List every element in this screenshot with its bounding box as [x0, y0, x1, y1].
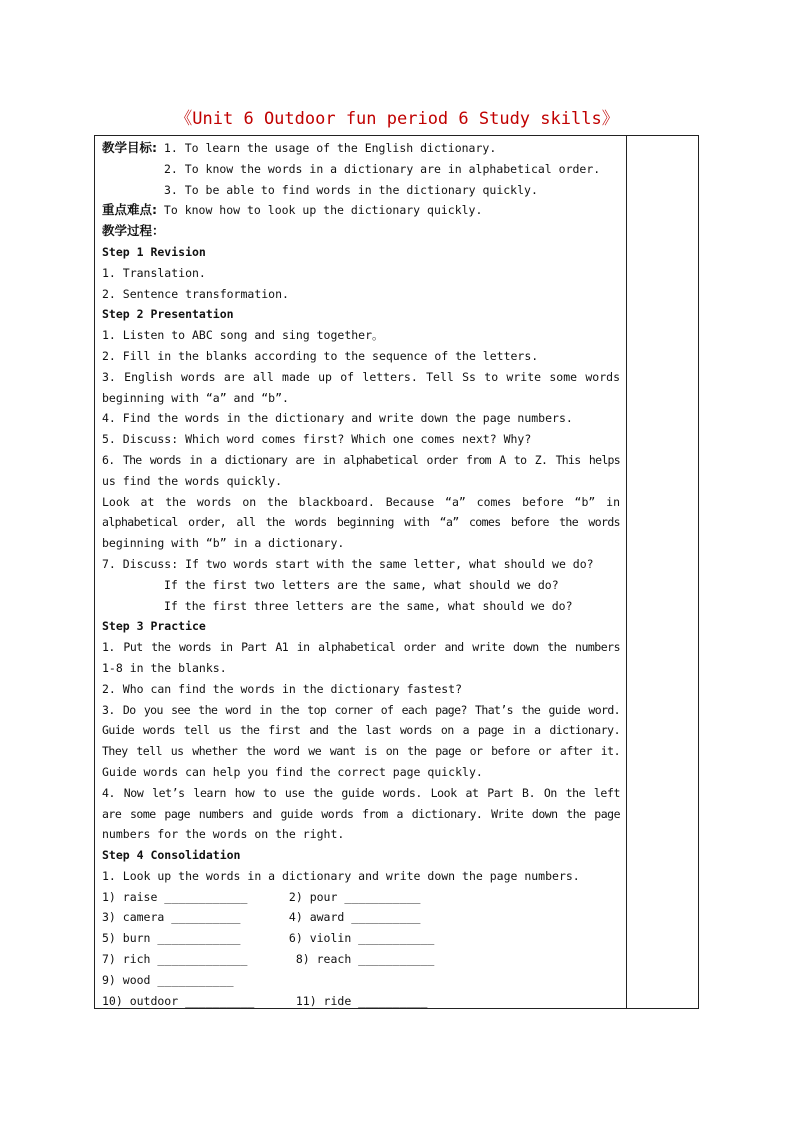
list-item: 1. Put the words in Part A1 in alphabetical order and write down the numbers [102, 640, 620, 655]
list-item: 1. Look up the words in a dictionary and write down the page numbers. [102, 868, 580, 883]
list-item: 4. Find the words in the dictionary and write down the page numbers. [102, 411, 573, 426]
exercise-row: 7) rich _____________ 8) reach ___________ [102, 952, 435, 967]
exercise-row: 9) wood ___________ [102, 972, 234, 987]
list-item: 1. Translation. [102, 265, 206, 280]
list-item: 5. Discuss: Which word comes first? Which one comes next? Why? [102, 432, 532, 447]
list-item: 1-8 in the blanks. [102, 660, 227, 675]
exercise-row: 1) raise ____________ 2) pour ___________ [102, 889, 421, 904]
step3-heading: Step 3 Practice [102, 619, 206, 634]
notes-column-divider [626, 135, 627, 1009]
objective-3: 3. To be able to find words in the dictionary quickly. [164, 182, 538, 197]
objective-1: 1. To learn the usage of the English dictionary. [157, 141, 497, 155]
list-item: 2. Sentence transformation. [102, 286, 289, 301]
step1-heading: Step 1 Revision [102, 244, 206, 259]
list-item: Look at the words on the blackboard. Because “a” comes before “b” in [102, 494, 620, 509]
list-item: If the first two letters are the same, what should we do? [164, 577, 559, 592]
key-points-line [102, 200, 620, 221]
exercise-row: 5) burn ____________ 6) violin ___________ [102, 931, 435, 946]
objective-2: 2. To know the words in a dictionary are in alphabetical order. [164, 161, 601, 176]
list-item: are some page numbers and guide words from a dictionary. Write down the page [102, 806, 620, 821]
step2-heading: Step 2 Presentation [102, 307, 234, 322]
list-item: If the first three letters are the same, what should we do? [164, 598, 573, 613]
list-item: 1. Listen to ABC song and sing together。 [102, 328, 384, 343]
process-label: 教学过程： [102, 223, 165, 239]
list-item: beginning with “b” in a dictionary. [102, 536, 345, 551]
exercise-row: 10) outdoor __________ 11) ride __________ [102, 993, 428, 1008]
list-item: 4. Now let’s learn how to use the guide words. Look at Part B. On the left [102, 785, 620, 800]
list-item: 2. Who can find the words in the dictionary fastest? [102, 681, 463, 696]
key-points-text: To know how to look up the dictionary quickly. [157, 203, 483, 218]
objectives-label: 教学目标: [102, 140, 157, 155]
list-item: numbers for the words on the right. [102, 827, 345, 842]
list-item: Guide words tell us the first and the last words on a page in a dictionary. [102, 723, 620, 738]
objectives-line [102, 138, 620, 159]
list-item: 7. Discuss: If two words start with the same letter, what should we do? [102, 556, 594, 571]
page-title: 《Unit 6 Outdoor fun period 6 Study skills》 [175, 109, 619, 129]
list-item: They tell us whether the word we want is on the page or before or after it. [102, 744, 620, 759]
list-item: beginning with “a” and “b”. [102, 390, 289, 405]
list-item: 2. Fill in the blanks according to the sequence of the letters. [102, 348, 539, 363]
step4-heading: Step 4 Consolidation [102, 848, 241, 863]
key-points-label: 重点难点: [102, 202, 157, 218]
exercise-row: 3) camera __________ 4) award __________ [102, 910, 421, 925]
list-item: 3. Do you see the word in the top corner of each page? That’s the guide word. [102, 702, 620, 717]
lesson-content [102, 138, 620, 1011]
list-item: Guide words can help you find the correct page quickly. [102, 764, 483, 779]
list-item: 6. The words in a dictionary are in alphabetical order from A to Z. This helps [102, 452, 620, 467]
list-item: 3. English words are all made up of letters. Tell Ss to write some words [102, 369, 620, 384]
list-item: us find the words quickly. [102, 473, 283, 488]
list-item: alphabetical order, all the words beginning with “a” comes before the words [102, 515, 620, 530]
